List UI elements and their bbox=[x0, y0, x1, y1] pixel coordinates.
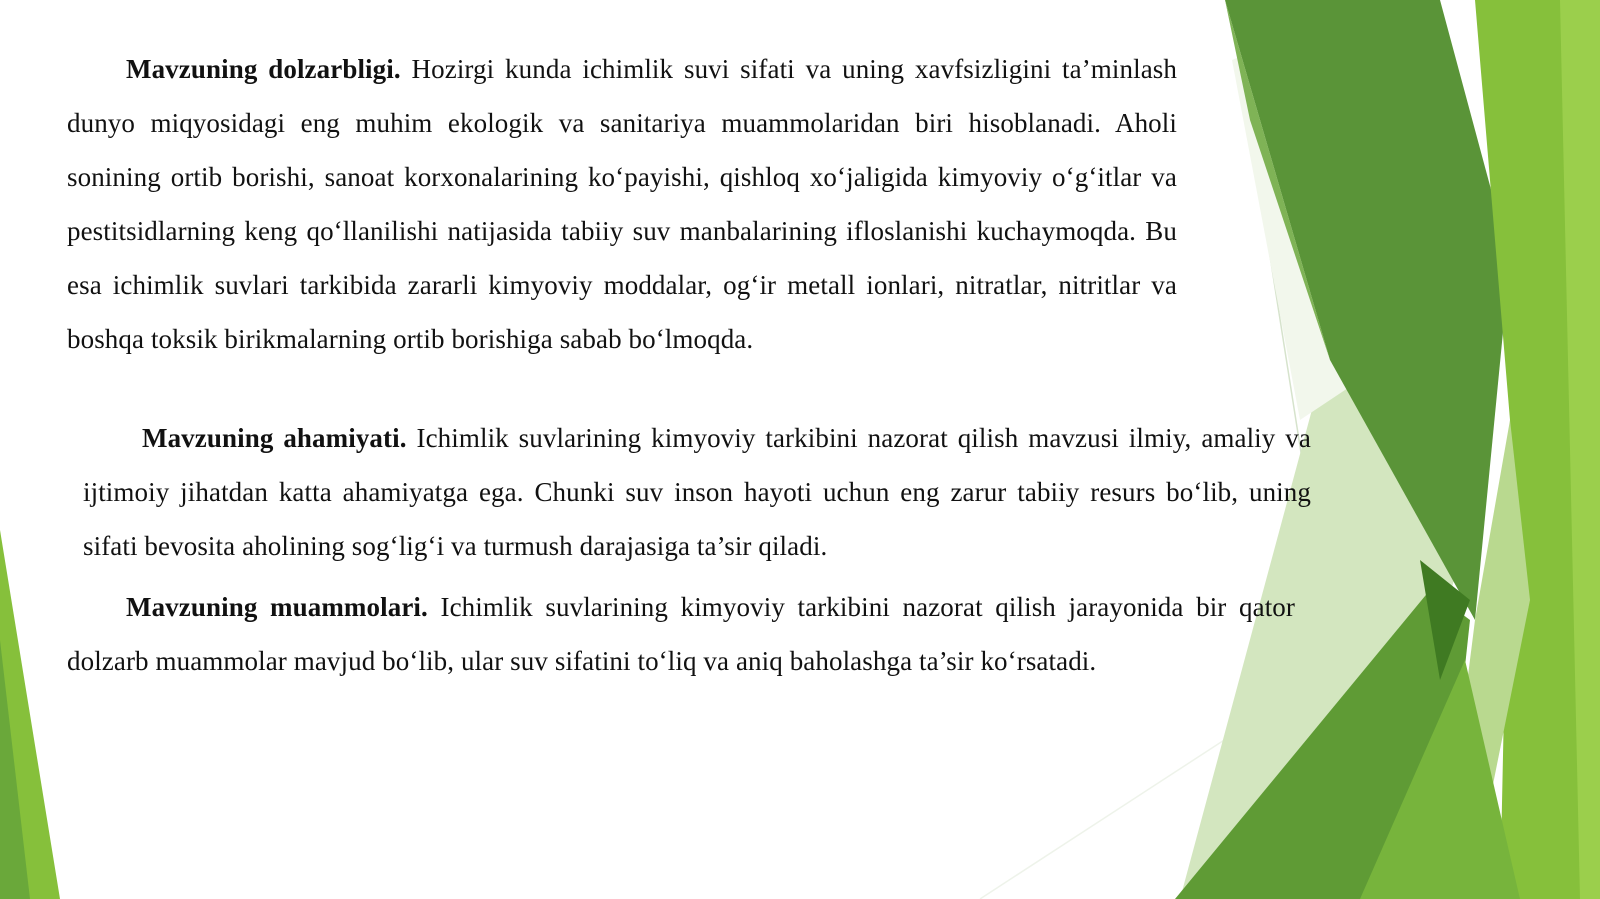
paragraph-muammolari bbox=[67, 580, 1295, 688]
paragraph-heading: Mavzuning dolzarbligi. bbox=[126, 54, 401, 84]
paragraph-body: Ichimlik suvlarining kimyoviy tarkibini nazorat qilish mavzusi ilmiy, amaliy va ijtimoiy jihatdan katta ahamiyatga ega. Chunki suv inson hayoti uchun eng zarur tabiiy resurs bo‘lib, uning sifati bevosita aholining sog‘lig‘i va turmush darajasiga ta’sir qiladi. bbox=[83, 423, 1311, 561]
paragraph-body: Ichimlik suvlarining kimyoviy tarkibini nazorat qilish jarayonida bir qator dolzarb muammolar mavjud bo‘lib, ular suv sifatini to‘liq va aniq baholashga ta’sir ko‘rsatadi. bbox=[67, 592, 1295, 676]
paragraph-ahamiyati bbox=[83, 411, 1311, 573]
paragraph-dolzarbligi bbox=[67, 42, 1177, 366]
paragraph-heading: Mavzuning muammolari. bbox=[126, 592, 428, 622]
paragraph-body: Hozirgi kunda ichimlik suvi sifati va uning xavfsizligini ta’minlash dunyo miqyosidagi eng muhim ekologik va sanitariya muammolaridan biri hisoblanadi. Aholi sonining ortib borishi, sanoat korxonalarining ko‘payishi, qishloq xo‘jaligida kimyoviy o‘g‘itlar va pestitsidlarning keng qo‘llanilishi natijasida tabiiy suv manbalarining ifloslanishi kuchaymoqda. Bu esa ichimlik suvlari tarkibida zararli kimyoviy moddalar, og‘ir metall ionlari, nitratlar, nitritlar va boshqa toksik birikmalarning ortib borishiga sabab bo‘lmoqda. bbox=[67, 54, 1177, 354]
paragraph-heading: Mavzuning ahamiyati. bbox=[142, 423, 407, 453]
